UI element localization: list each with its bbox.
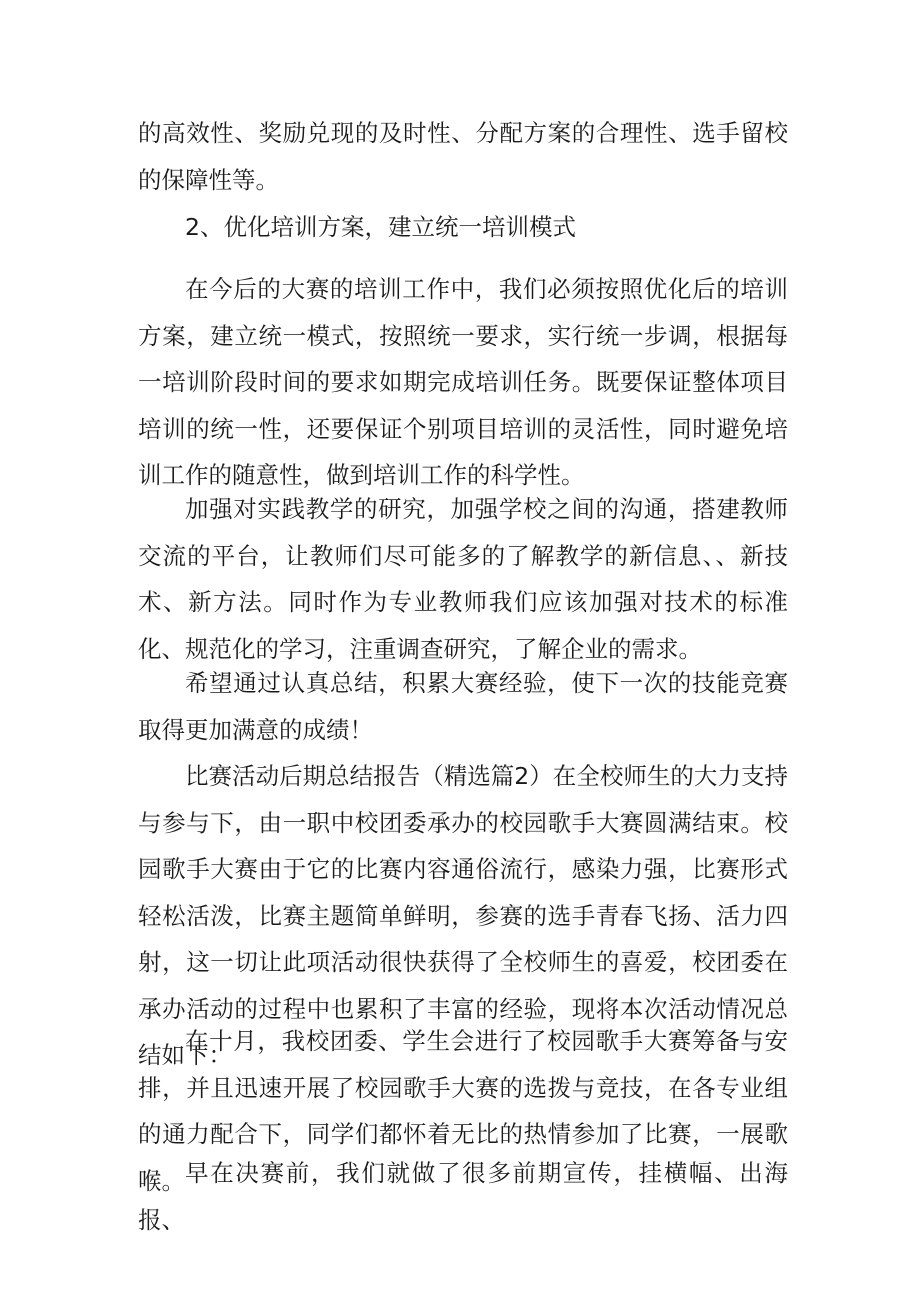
paragraph-continuation (138, 110, 788, 203)
paragraph-training-plan (138, 266, 788, 499)
paragraph-text: 希望通过认真总结，积累大赛经验，使下一次的技能竞赛取得更加满意的成绩！ (138, 669, 788, 744)
paragraph-text: 的高效性、奖励兑现的及时性、分配方案的合理性、选手留校的保障性等。 (138, 119, 788, 194)
paragraph-practice-teaching (138, 486, 788, 672)
paragraph-text: 在十月，我校团委、学生会进行了校园歌手大赛筹备与安排，并且迅速开展了校园歌手大赛的选拨与竞技，在各专业组的通力配合下，同学们都怀着无比的热情参加了比赛，一展歌喉。 (138, 1027, 788, 1195)
paragraph-text: 加强对实践教学的研究，加强学校之间的沟通，搭建教师交流的平台，让教师们尽可能多的了解教学的新信息、、新技术、新方法。同时作为专业教师我们应该加强对技术的标准化、规范化的学习，注重调查研究，了解企业的需求。 (138, 495, 788, 663)
paragraph-text: 早在决赛前，我们就做了很多前期宣传，挂横幅、出海报、 (138, 1159, 788, 1234)
paragraph-hope (138, 660, 788, 753)
section-heading (138, 204, 788, 251)
paragraph-promotion (138, 1150, 788, 1243)
section-heading-text: 2、优化培训方案，建立统一培训模式 (185, 213, 576, 241)
paragraph-text: 比赛活动后期总结报告（精选篇2）在全校师生的大力支持与参与下，由一职中校团委承办的校园歌手大赛圆满结束。校园歌手大赛由于它的比赛内容通俗流行，感染力强，比赛形式轻松活泼，比赛主题简单鲜明，参赛的选手青春飞扬、活力四射，这一切让此项活动很快获得了全校师生的喜爱，校团委在承办活动的过程中也累积了丰富的经验，现将本次活动情况总结如下： (138, 762, 788, 1069)
paragraph-text: 在今后的大赛的培训工作中，我们必须按照优化后的培训方案，建立统一模式，按照统一要求，实行统一步调，根据每一培训阶段时间的要求如期完成培训任务。既要保证整体项目培训的统一性，还要保证个别项目培训的灵活性，同时避免培训工作的随意性，做到培训工作的科学性。 (138, 275, 788, 489)
